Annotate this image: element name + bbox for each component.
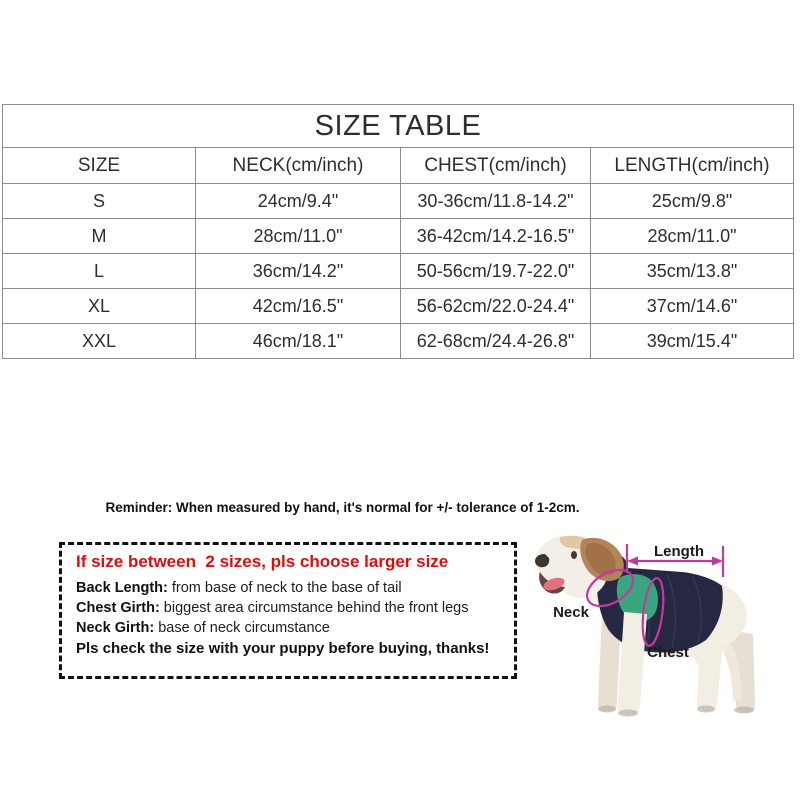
note-headline: If size between 2 sizes, pls choose larger size — [76, 552, 449, 571]
table-row-l — [3, 254, 794, 289]
table-row-xxl — [3, 324, 794, 359]
chest-label: Chest — [647, 644, 689, 661]
neck-cell: 46cm/18.1" — [196, 324, 401, 359]
chest-cell: 62-68cm/24.4-26.8" — [401, 324, 591, 359]
size-cell: XXL — [3, 324, 196, 359]
neck-cell: 42cm/16.5" — [196, 289, 401, 324]
note-line-chest-girth — [76, 600, 506, 616]
column-header-neck: NECK(cm/inch) — [196, 148, 401, 184]
note-footer: Pls check the size with your puppy before buying, thanks! — [76, 640, 490, 657]
chest-cell: 56-62cm/22.0-24.4" — [401, 289, 591, 324]
neck-cell: 28cm/11.0" — [196, 219, 401, 254]
neck-cell: 24cm/9.4" — [196, 184, 401, 219]
length-cell: 28cm/11.0" — [591, 219, 794, 254]
column-header-length: LENGTH(cm/inch) — [591, 148, 794, 184]
chest-cell: 36-42cm/14.2-16.5" — [401, 219, 591, 254]
paw-shading — [598, 706, 616, 713]
reminder-text: Reminder: When measured by hand, it's normal for +/- tolerance of 1-2cm. — [105, 500, 580, 515]
size-cell: S — [3, 184, 196, 219]
length-cell: 25cm/9.8" — [591, 184, 794, 219]
dog-measurement-diagram — [532, 528, 800, 728]
note-line-label: Chest Girth: — [76, 600, 160, 616]
dog-eye — [571, 551, 577, 559]
table-row-s — [3, 184, 794, 219]
size-cell: M — [3, 219, 196, 254]
length-arrowhead-right — [712, 557, 723, 566]
size-table-title: SIZE TABLE — [3, 105, 794, 148]
note-line-label: Back Length: — [76, 580, 168, 596]
paw-shading — [734, 707, 754, 714]
length-arrowhead-left — [627, 557, 638, 566]
length-cell: 35cm/13.8" — [591, 254, 794, 289]
chest-cell: 30-36cm/11.8-14.2" — [401, 184, 591, 219]
chest-cell: 50-56cm/19.7-22.0" — [401, 254, 591, 289]
paw-shading — [618, 710, 638, 717]
column-header-size: SIZE — [3, 148, 196, 184]
note-line-back-length — [76, 580, 506, 596]
length-cell: 37cm/14.6" — [591, 289, 794, 324]
neck-label: Neck — [553, 604, 589, 621]
note-line-neck-girth — [76, 620, 506, 636]
size-cell: L — [3, 254, 196, 289]
note-line-text: biggest area circumstance behind the front legs — [159, 600, 469, 616]
note-line-text: from base of neck to the base of tail — [167, 580, 402, 596]
note-box — [59, 542, 517, 679]
table-row-m — [3, 219, 794, 254]
size-table — [2, 104, 794, 359]
note-line-text: base of neck circumstance — [154, 620, 330, 636]
size-cell: XL — [3, 289, 196, 324]
paw-shading — [697, 706, 715, 713]
column-header-chest: CHEST(cm/inch) — [401, 148, 591, 184]
length-cell: 39cm/15.4" — [591, 324, 794, 359]
length-label: Length — [654, 543, 704, 560]
note-line-label: Neck Girth: — [76, 620, 155, 636]
table-row-xl — [3, 289, 794, 324]
neck-cell: 36cm/14.2" — [196, 254, 401, 289]
